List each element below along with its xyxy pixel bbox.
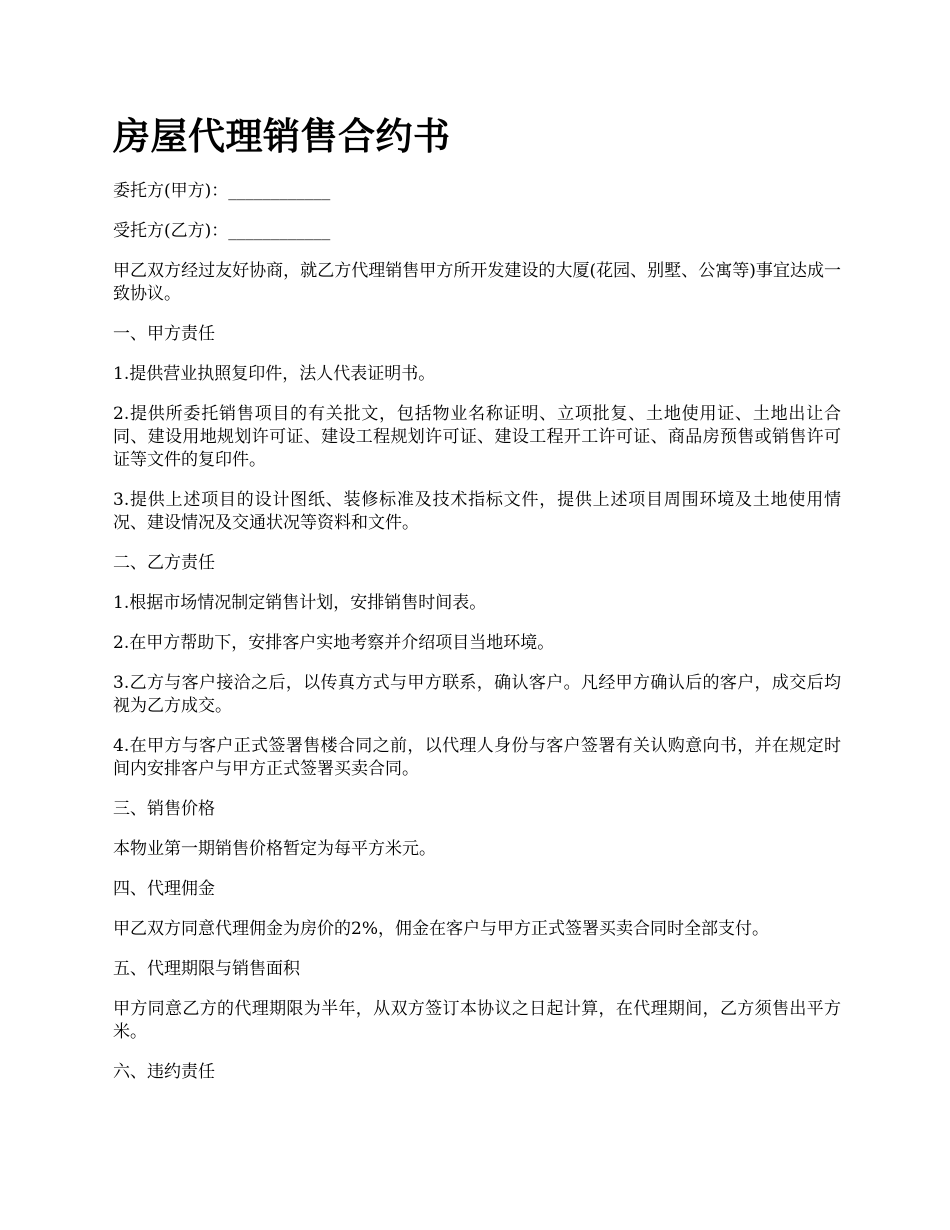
sale-price-paragraph: 本物业第一期销售价格暂定为每平方米元。 bbox=[113, 839, 436, 859]
section-heading-party-b-duties: 二、乙方责任 bbox=[113, 553, 215, 573]
section-heading-commission: 四、代理佣金 bbox=[113, 879, 215, 899]
clause-b-1: 1.根据市场情况制定销售计划，安排销售时间表。 bbox=[113, 593, 487, 613]
section-heading-breach-liability: 六、违约责任 bbox=[113, 1062, 215, 1082]
document-body bbox=[113, 180, 841, 1101]
clause-a-2: 2.提供所委托销售项目的有关批文，包括物业名称证明、立项批复、土地使用证、土地出让合同、建设用地规划许可证、建设工程规划许可证、建设工程开工许可证、商品房预售或销售许可证等文件的复印件。 bbox=[113, 404, 841, 470]
section-heading-term-and-area: 五、代理期限与销售面积 bbox=[113, 959, 300, 979]
clause-a-3: 3.提供上述项目的设计图纸、装修标准及技术指标文件，提供上述项目周围环境及土地使用情况、建设情况及交通状况等资料和文件。 bbox=[113, 490, 841, 533]
document-title: 房屋代理销售合约书 bbox=[113, 114, 451, 158]
clause-b-3: 3.乙方与客户接洽之后，以传真方式与甲方联系，确认客户。凡经甲方确认后的客户，成交后均视为乙方成交。 bbox=[113, 673, 841, 716]
clause-a-1: 1.提供营业执照复印件，法人代表证明书。 bbox=[113, 364, 436, 384]
party-a-line: 委托方(甲方)：____________ bbox=[113, 181, 331, 201]
party-b-line: 受托方(乙方)：____________ bbox=[113, 221, 331, 241]
clause-b-4: 4.在甲方与客户正式签署售楼合同之前，以代理人身份与客户签署有关认购意向书，并在规定时间内安排客户与甲方正式签署买卖合同。 bbox=[113, 736, 841, 779]
intro-paragraph: 甲乙双方经过友好协商，就乙方代理销售甲方所开发建设的大厦(花园、别墅、公寓等)事宜达成一致协议。 bbox=[113, 261, 841, 304]
commission-paragraph: 甲乙双方同意代理佣金为房价的2%，佣金在客户与甲方正式签署买卖合同时全部支付。 bbox=[113, 919, 769, 939]
term-and-area-paragraph: 甲方同意乙方的代理期限为半年，从双方签订本协议之日起计算，在代理期间，乙方须售出平方米。 bbox=[113, 999, 841, 1042]
clause-b-2: 2.在甲方帮助下，安排客户实地考察并介绍项目当地环境。 bbox=[113, 633, 555, 653]
section-heading-party-a-duties: 一、甲方责任 bbox=[113, 324, 215, 344]
section-heading-sale-price: 三、销售价格 bbox=[113, 799, 215, 819]
